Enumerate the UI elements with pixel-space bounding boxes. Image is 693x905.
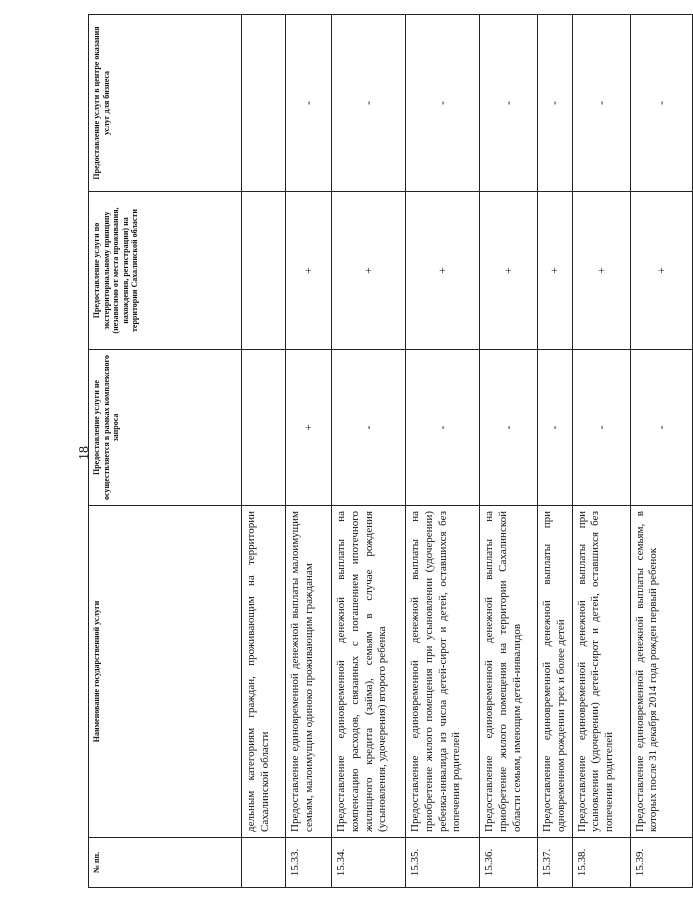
row-complex-mark: - (538, 350, 573, 506)
row-number: 15.38. (572, 838, 630, 888)
row-exterritorial-mark: + (538, 192, 573, 350)
row-exterritorial-mark: + (480, 192, 538, 350)
row-business-mark: - (332, 15, 406, 192)
row-exterritorial-mark: + (406, 192, 480, 350)
row-complex-mark: - (406, 350, 480, 506)
header-exterritorial: Предоставление услуги по экстерриториальному принципу (независимо от места проживания, нахождения, регистрации) на территории Сахалинской области (89, 192, 242, 350)
row-service-name: Предоставление единовременной денежной выплаты на приобретение жилого помещения при усыновлении (удочерении) ребенка-инвалида из числа детей-сирот и детей, оставшихся без попечения родителей (406, 506, 480, 838)
header-business-center: Предоставление услуги в центре оказания услуг для бизнеса (89, 15, 242, 192)
table-row (286, 15, 332, 888)
services-table-frame (88, 15, 668, 888)
row-business-mark (242, 15, 286, 192)
table-row (332, 15, 406, 888)
row-service-name: Предоставление единовременной денежной выплаты на приобретение жилого помещения на территории Сахалинской области семьям, имеющим детей-инвалидов (480, 506, 538, 838)
row-service-name: Предоставление единовременной денежной выплаты на компенсацию расходов, связанных с погашением ипотечного жилищного кредита (займа), семьям в случае рождения (усыновления, удочерения) второго ребенка (332, 506, 406, 838)
row-exterritorial-mark: + (332, 192, 406, 350)
table-row (406, 15, 480, 888)
table-header-row (89, 15, 242, 888)
row-exterritorial-mark: + (572, 192, 630, 350)
row-complex-mark: - (630, 350, 692, 506)
row-business-mark: - (630, 15, 692, 192)
row-business-mark: - (406, 15, 480, 192)
row-service-name: Предоставление единовременной денежной выплаты семьям, в которых после 31 декабря 2014 года рожден первый ребенок (630, 506, 692, 838)
table-row (538, 15, 573, 888)
table-row (572, 15, 630, 888)
row-service-name: дельным категориям граждан, проживающим на территории Сахалинской области (242, 506, 286, 838)
row-service-name: Предоставление единовременной денежной выплаты малоимущим семьям, малоимущим одиноко проживающим гражданам (286, 506, 332, 838)
row-number: 15.35. (406, 838, 480, 888)
table-row (242, 15, 286, 888)
row-number: 15.36. (480, 838, 538, 888)
row-number: 15.33. (286, 838, 332, 888)
row-complex-mark: - (332, 350, 406, 506)
row-complex-mark: - (572, 350, 630, 506)
table-row (480, 15, 538, 888)
row-service-name: Предоставление единовременной денежной выплаты при усыновлении (удочерении) детей-сирот и детей, оставшихся без попечения родителей (572, 506, 630, 838)
header-service-name: Наименование государственной услуги (89, 506, 242, 838)
table-row (630, 15, 692, 888)
row-exterritorial-mark: + (630, 192, 692, 350)
row-business-mark: - (286, 15, 332, 192)
row-exterritorial-mark (242, 192, 286, 350)
row-number: 15.34. (332, 838, 406, 888)
header-complex-request: Предоставление услуги не осуществляется в рамках комплексного запроса (89, 350, 242, 506)
row-number: 15.37. (538, 838, 573, 888)
row-exterritorial-mark: + (286, 192, 332, 350)
row-complex-mark (242, 350, 286, 506)
row-number (242, 838, 286, 888)
services-table (88, 14, 693, 888)
row-business-mark: - (480, 15, 538, 192)
row-complex-mark: - (480, 350, 538, 506)
row-business-mark: - (572, 15, 630, 192)
row-number: 15.39. (630, 838, 692, 888)
page-number: 18 (77, 446, 92, 460)
header-number: № пп. (89, 838, 242, 888)
row-service-name: Предоставление единовременной денежной выплаты при одновременном рождении трех и более детей (538, 506, 573, 838)
row-complex-mark: + (286, 350, 332, 506)
row-business-mark: - (538, 15, 573, 192)
